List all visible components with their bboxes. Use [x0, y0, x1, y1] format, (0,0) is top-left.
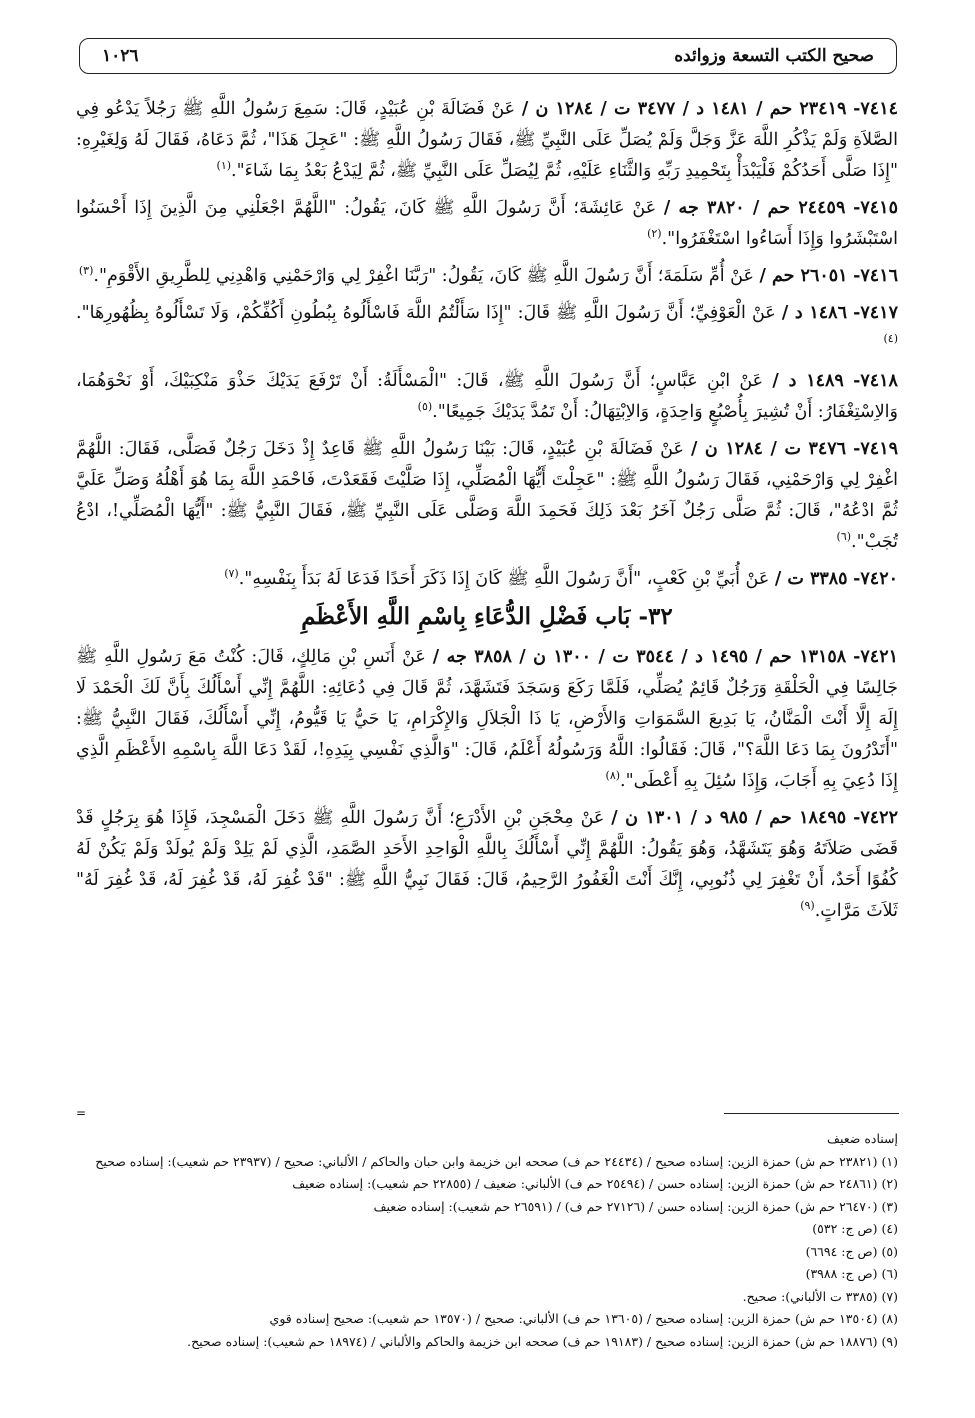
hadith-references: ١٨٤٩٥ حم / ٩٨٥ د / ١٣٠١ ن / — [611, 808, 847, 828]
hadith-number: ٧٤١٦- — [853, 266, 898, 286]
footnote-marker: (٣) — [78, 264, 94, 278]
footnote: (٥) (ص ج: ٦٦٩٤) — [805, 1243, 898, 1259]
footnote: (٨) (١٣٥٠٤ حم ش) حمزة الزين: إسناده صحيح / (١٣٦٠٥ حم ف) الألباني: صحيح / (١٣٥٧٠ حم شعيب): صحيح إسناده قوي — [269, 1311, 898, 1326]
hadith-references: ٢٦٠٥١ حم / — [759, 266, 848, 286]
hadith-entry — [76, 94, 898, 187]
hadith-list — [76, 94, 898, 595]
hadith-number: ٧٤١٥- — [853, 198, 898, 218]
hadith-text: عَنْ أُبَيِّ بْنِ كَعْبٍ، "أَنَّ رَسُولَ اللَّهِ ﷺ كَانَ إِذَا ذَكَرَ أَحَدًا فَدَعَا لَهُ بَدَأَ بِنَفْسِهِ". — [238, 569, 770, 589]
page-header — [79, 38, 897, 74]
footnote-marker: (٨) — [605, 769, 621, 783]
hadith-entry — [76, 298, 898, 360]
hadith-references: ١٣١٥٨ حم / ١٤٩٥ د / ٣٥٤٤ ت / ١٣٠٠ ن / ٣٨٥٨ جه / — [432, 647, 847, 667]
footnote: (٣) (٢٦٤٧٠ حم ش) حمزة الزين: إسناده حسن / (٢٧١٢٦ حم ف) / (٢٦٥٩١ حم شعيب): إسناده ضعيف — [373, 1198, 898, 1214]
hadith-body — [76, 94, 898, 933]
footnote: (٦) (ص ج: ٣٩٨٨) — [805, 1266, 898, 1281]
footnote-marker: (٦) — [836, 530, 852, 544]
footnote-marker: (٧) — [224, 567, 239, 581]
footnote: (٩) (١٨٨٧٦ حم ش) حمزة الزين: إسناده صحيح / (١٩١٨٣ حم ف) صححه ابن خزيمة والحاكم والألباني / (١٨٩٧٤ حم شعيب): إسناده صحيح. — [187, 1333, 898, 1349]
hadith-number: ٧٤٢٢- — [853, 808, 898, 828]
hadith-entry — [76, 261, 898, 292]
hadith-text: عَنْ أَنَسِ بْنِ مَالِكٍ، قَالَ: كُنْتُ مَعَ رَسُولِ اللَّهِ ﷺ جَالِسًا فِي الْحَلْقَةِ وَرَجُلٌ قَائِمٌ يُصَلِّي، فَلَمَّا رَكَعَ وَسَجَدَ فَتَشَهَّدَ، ثُمَّ قَالَ فِي دُعَائِهِ: اللَّهُمَّ إِنِّي أَسْأَلُكَ بِأَنَّ لَكَ الْحَمْدَ لَا إِلَهَ إِلَّا أَنْتَ الْمَنَّانُ، يَا بَدِيعَ السَّمَوَاتِ وَالأَرْضِ، يَا ذَا الْجَلاَلِ وَالإِكْرَامِ، يَا حَيُّ يَا قَيُّومُ، إِنِّي أَسْأَلُكَ، فَقَالَ النَّبِيُّ ﷺ: "أَتَدْرُونَ بِمَا دَعَا اللَّهَ؟"، قَالَ: فَقَالُوا: اللَّهُ وَرَسُولُهُ أَعْلَمُ، قَالَ: "وَالَّذِي نَفْسِي بِيَدِهِ!، لَقَدْ دَعَا اللَّهَ بِاسْمِهِ الأَعْظَمِ الَّذِي إِذَا دُعِيَ بِهِ أَجَابَ، وَإِذَا سُئِلَ بِهِ أَعْطَى". — [76, 647, 898, 791]
hadith-text: عَنْ عَائِشَةَ؛ أَنَّ رَسُولَ اللَّهِ ﷺ كَانَ، يَقُولُ: "اللَّهُمَّ اجْعَلْنِي مِنَ الَّذِينَ إِذَا أَحْسَنُوا اسْتَبْشَرُوا وَإِذَا أَسَاءُوا اسْتَغْفَرُوا". — [76, 198, 898, 249]
chapter-title: ٣٢- بَاب فَضْلِ الدُّعَاءِ بِاسْمِ اللَّهِ الأَعْظَمِ — [301, 603, 673, 630]
footnote-marker: (٤) — [883, 332, 898, 346]
hadith-number: ٧٤١٨- — [853, 371, 898, 391]
hadith-text: عَنْ ابْنِ عَبَّاسٍ؛ أَنَّ رَسُولَ اللَّهِ ﷺ، قَالَ: "الْمَسْأَلَةُ: أَنْ تَرْفَعَ يَدَيْكَ حَذْوَ مَنْكِبَيْكَ، أَوْ نَحْوَهُمَا، وَالاِسْتِغْفَارُ: أَنْ تُشِيرَ بِأُصْبُعٍ وَاحِدَةٍ، وَالاِبْتِهَالُ: أَنْ تَمُدَّ يَدَيْكَ جَمِيعًا". — [76, 371, 898, 422]
hadith-references: ٢٣٤١٩ حم / ١٤٨١ د / ٣٤٧٧ ت / ١٢٨٤ ن / — [521, 99, 847, 119]
hadith-entry — [76, 366, 898, 428]
hadith-number: ٧٤١٧- — [853, 303, 898, 323]
hadith-entry — [76, 434, 898, 558]
page-number: ١٠٢٦ — [102, 46, 139, 66]
divider-mark: = — [75, 1106, 86, 1120]
book-title: صحيح الكتب التسعة وزوائده — [674, 46, 874, 66]
hadith-text: عَنْ الْعَوْفِيِّ؛ أَنَّ رَسُولَ اللَّهِ ﷺ قَالَ: "إِذَا سَأَلْتُمُ اللَّهَ فَاسْأَلُوهُ بِبُطُونِ أَكُفِّكُمْ، وَلَا تَسْأَلُوهُ بِظُهُورِهَا". — [76, 303, 776, 323]
hadith-references: ٢٤٤٥٩ حم / ٣٨٢٠ جه / — [663, 198, 846, 218]
hadith-references: ١٤٨٩ د / — [772, 371, 844, 391]
hadith-text: عَنْ فَضَالَةَ بْنِ عُبَيْدٍ، قَالَ: سَمِعَ رَسُولُ اللَّهِ ﷺ رَجُلاً يَدْعُو فِي الصَّلاَةِ وَلَمْ يَذْكُرِ اللَّهَ عَزَّ وَجَلَّ وَلَمْ يُصَلِّ عَلَى النَّبِيِّ ﷺ، فَقَالَ رَسُولُ اللَّهِ ﷺ: "عَجِلَ هَذَا"، ثُمَّ دَعَاهُ، فَقَالَ لَهُ وَلِغَيْرِهِ: "إِذَا صَلَّى أَحَدُكُمْ فَلْيَبْدَأْ بِتَحْمِيدِ رَبِّهِ وَالثَّنَاءِ عَلَيْهِ، ثُمَّ لِيُصَلِّ عَلَى النَّبِيِّ ﷺ، ثُمَّ لِيَدْعُ بَعْدُ بِمَا شَاءَ". — [76, 99, 898, 181]
footnote-marker: (١) — [216, 159, 232, 173]
hadith-number: ٧٤٢١- — [853, 647, 898, 667]
footnote: (٢) (٢٤٨٦١ حم ش) حمزة الزين: إسناده حسن / (٢٥٤٩٤ حم ف) الألباني: ضعيف / (٢٢٨٥٥ حم شعيب): إسناده ضعيف — [292, 1176, 898, 1191]
hadith-entry — [76, 193, 898, 255]
footnote-marker: (٩) — [800, 899, 815, 913]
footnote-divider — [724, 1113, 899, 1114]
hadith-entry — [76, 803, 898, 927]
hadith-text: عَنْ مِحْجَنِ بْنِ الأَدْرَعِ؛ أَنَّ رَسُولَ اللَّهِ ﷺ دَخَلَ الْمَسْجِدَ، فَإِذَا هُوَ بِرَجُلٍ قَدْ قَضَى صَلاَتَهُ وَهُوَ يَتَشَهَّدُ، وَهُوَ يَقُولُ: اللَّهُمَّ إِنِّي أَسْأَلُكَ بِاللَّهِ الْوَاحِدِ الأَحَدِ الصَّمَدِ، الَّذِي لَمْ يَلِدْ وَلَمْ يُولَدْ وَلَمْ يَكُنْ لَهُ كُفُوًا أَحَدٌ، أَنْ تَغْفِرَ لِي ذُنُوبِي، إِنَّكَ أَنْتَ الْغَفُورُ الرَّحِيمُ، قَالَ: فَقَالَ نَبِيُّ اللَّهِ ﷺ: "قَدْ غُفِرَ لَهُ، قَدْ غُفِرَ لَهُ، قَدْ غُفِرَ لَهُ" ثَلاَثَ مَرَّاتٍ. — [76, 808, 898, 921]
hadith-text: عَنْ فَضَالَةَ بْنِ عُبَيْدٍ، قَالَ: بَيْنَا رَسُولُ اللَّهِ ﷺ قَاعِدٌ إِذْ دَخَلَ رَجُلٌ فَصَلَّى، فَقَالَ: اللَّهُمَّ اغْفِرْ لِي وَارْحَمْنِي، فَقَالَ رَسُولُ اللَّهِ ﷺ: "عَجِلْتَ أَيُّهَا الْمُصَلِّي، إِذَا صَلَّيْتَ فَقَعَدْتَ، فَاحْمَدِ اللَّهَ بِمَا هُوَ أَهْلُهُ وَصَلِّ عَلَيَّ ثُمَّ ادْعُهُ"، قَالَ: ثُمَّ صَلَّى رَجُلٌ آخَرُ بَعْدَ ذَلِكَ فَحَمِدَ اللَّهَ وَصَلَّى عَلَى النَّبِيِّ ﷺ، فَقَالَ النَّبِيُّ ﷺ: "أَيُّهَا الْمُصَلِّي!، ادْعُ تُجَبْ". — [76, 439, 898, 552]
hadith-number: ٧٤٢٠- — [853, 569, 898, 589]
footnote-marker: (٢) — [647, 227, 662, 241]
footnote: (١) (٢٣٨٢١ حم ش) حمزة الزين: إسناده صحيح / (٢٤٤٣٤ حم ف) صححه ابن خزيمة وابن حبان والحاكم / الألباني: صحيح / (٢٣٩٣٧ حم شعيب): إسناده صحيح — [95, 1153, 898, 1169]
footnote-marker: (٥) — [417, 400, 433, 414]
hadith-references: ٣٤٧٦ ت / ١٢٨٤ ن / — [690, 439, 847, 459]
footnote: (٤) (ص ج: ٥٣٢) — [812, 1221, 898, 1236]
footnote: (٧) (٣٣٨٥ ت الألباني): صحيح. — [742, 1288, 898, 1304]
hadith-entry — [76, 564, 898, 595]
hadith-entry — [76, 642, 898, 797]
hadith-list-2 — [76, 642, 898, 927]
footnotes — [75, 1106, 898, 1353]
hadith-number: ٧٤١٩- — [853, 439, 898, 459]
hadith-number: ٧٤١٤- — [853, 99, 898, 119]
hadith-references: ١٤٨٦ د / — [781, 303, 847, 323]
hadith-references: ٣٣٨٥ ت / — [774, 569, 848, 589]
footnote: إسناده ضعيف — [827, 1131, 898, 1146]
hadith-text: عَنْ أُمِّ سَلَمَةَ؛ أَنَّ رَسُولَ اللَّهِ ﷺ كَانَ، يَقُولُ: "رَبَّنَا اغْفِرْ لِي وَارْحَمْنِي وَاهْدِنِي لِلطَّرِيقِ الأَقْوَمِ". — [93, 266, 754, 286]
